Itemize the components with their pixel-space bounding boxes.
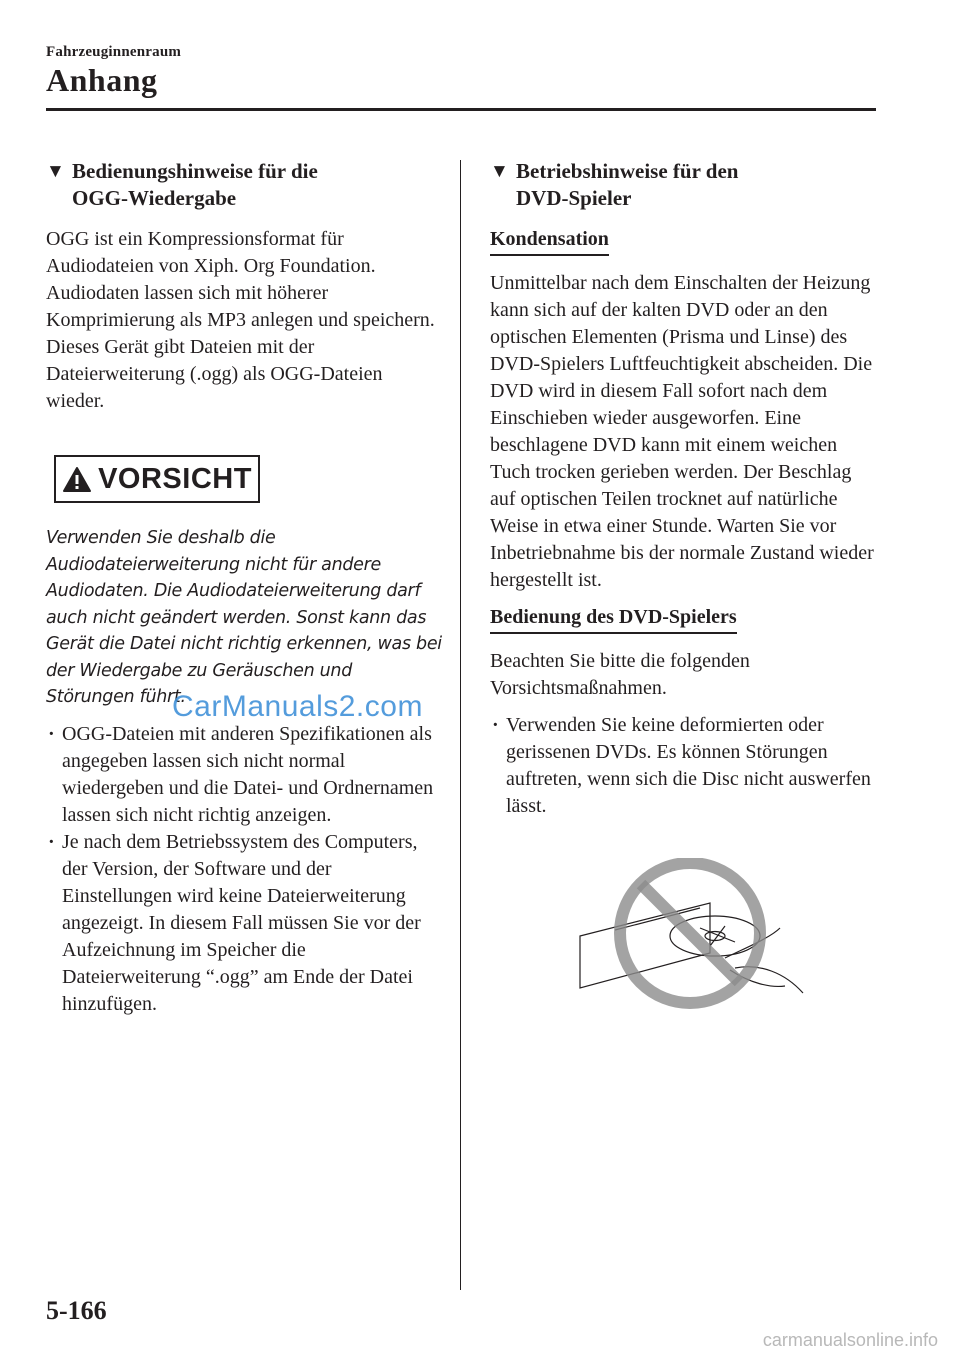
- caution-label: VORSICHT: [98, 462, 252, 495]
- column-divider: [460, 160, 461, 1290]
- ogg-paragraph-2: Dieses Gerät gibt Dateien mit der Dateierweiterung (.ogg) als OGG-Dateien wieder.: [46, 336, 383, 412]
- caution-box: [54, 455, 260, 503]
- triangle-marker-icon: ▼: [46, 161, 65, 182]
- condensation-text: Unmittelbar nach dem Einschalten der Heizung kann sich auf der kalten DVD oder an den optischen Elementen (Prisma und Linse) des DVD-Spielers Luftfeuchtigkeit abscheiden. Die DVD wird in diesem Fall sofort nach dem Einschieben wieder ausgeworfen. Eine beschlagene DVD kann mit einem weichen Tuch trocken gerieben werden. Der Beschlag auf optischen Teilen trocknet auf natürliche Weise in etwa einer Stunde. Warten Sie vor Inbetriebnahme bis der normale Zustand wieder hergestellt ist.: [490, 272, 874, 591]
- dvd-operation-text: Beachten Sie bitte die folgenden Vorsichtsmaßnahmen.: [490, 650, 750, 699]
- condensation-subheading: Kondensation: [490, 228, 609, 256]
- triangle-marker-icon: ▼: [490, 161, 509, 182]
- no-damaged-disc-illustration: [575, 858, 805, 1016]
- right-column: [490, 158, 880, 820]
- list-item: · Verwenden Sie keine deformierten oder gerissenen DVDs. Es können Störungen auftreten, wenn sich die Disc nicht auswerfen lässt.: [490, 712, 880, 820]
- page-number: 5-166: [46, 1296, 107, 1325]
- dvd-bullet-list: [490, 712, 880, 820]
- ogg-heading-line1: Bedienungshinweise für die: [72, 159, 318, 183]
- dvd-section-heading: [490, 158, 880, 212]
- left-column: [46, 158, 442, 1018]
- header-section-label: Fahrzeuginnenraum: [46, 44, 182, 60]
- warning-triangle-icon: [62, 466, 92, 493]
- ogg-heading-line2: OGG-Wiedergabe: [72, 186, 237, 210]
- footer-watermark: carmanualsonline.info: [762, 1330, 938, 1350]
- page-title: Anhang: [46, 62, 158, 98]
- ogg-body: [46, 226, 442, 415]
- dvd-operation-subheading: Bedienung des DVD-Spielers: [490, 606, 737, 634]
- dvd-heading-line1: Betriebshinweise für den: [516, 159, 739, 183]
- dvd-heading-line2: DVD-Spieler: [516, 186, 632, 210]
- caution-text: Verwenden Sie deshalb die Audiodateierweiterung nicht für andere Audiodaten. Die Audiodateierweiterung darf auch nicht geändert werden. Sonst kann das Gerät die Datei nicht richtig erkennen, was bei der Wiedergabe zu Geräuschen und Störungen führt.: [46, 528, 442, 707]
- header-rule: [46, 108, 876, 111]
- ogg-paragraph-1: OGG ist ein Kompressionsformat für Audiodateien von Xiph. Org Foundation. Audiodaten lassen sich mit höherer Komprimierung als MP3 anlegen und speichern.: [46, 228, 435, 331]
- list-item: · OGG-Dateien mit anderen Spezifikationen als angegeben lassen sich nicht normal wiedergeben und die Datei- und Ordnernamen lassen sich nicht richtig anzeigen.: [46, 721, 442, 829]
- watermark-logo: CarManuals2.com: [172, 690, 423, 723]
- ogg-bullet-list: [46, 721, 442, 1018]
- ogg-section-heading: [46, 158, 442, 212]
- list-item: · Je nach dem Betriebssystem des Computers, der Version, der Software und der Einstellungen wird keine Dateierweiterung angezeigt. In diesem Fall müssen Sie vor der Aufzeichnung im Speicher die Dateierweiterung “.ogg” am Ende der Datei hinzufügen.: [46, 829, 442, 1018]
